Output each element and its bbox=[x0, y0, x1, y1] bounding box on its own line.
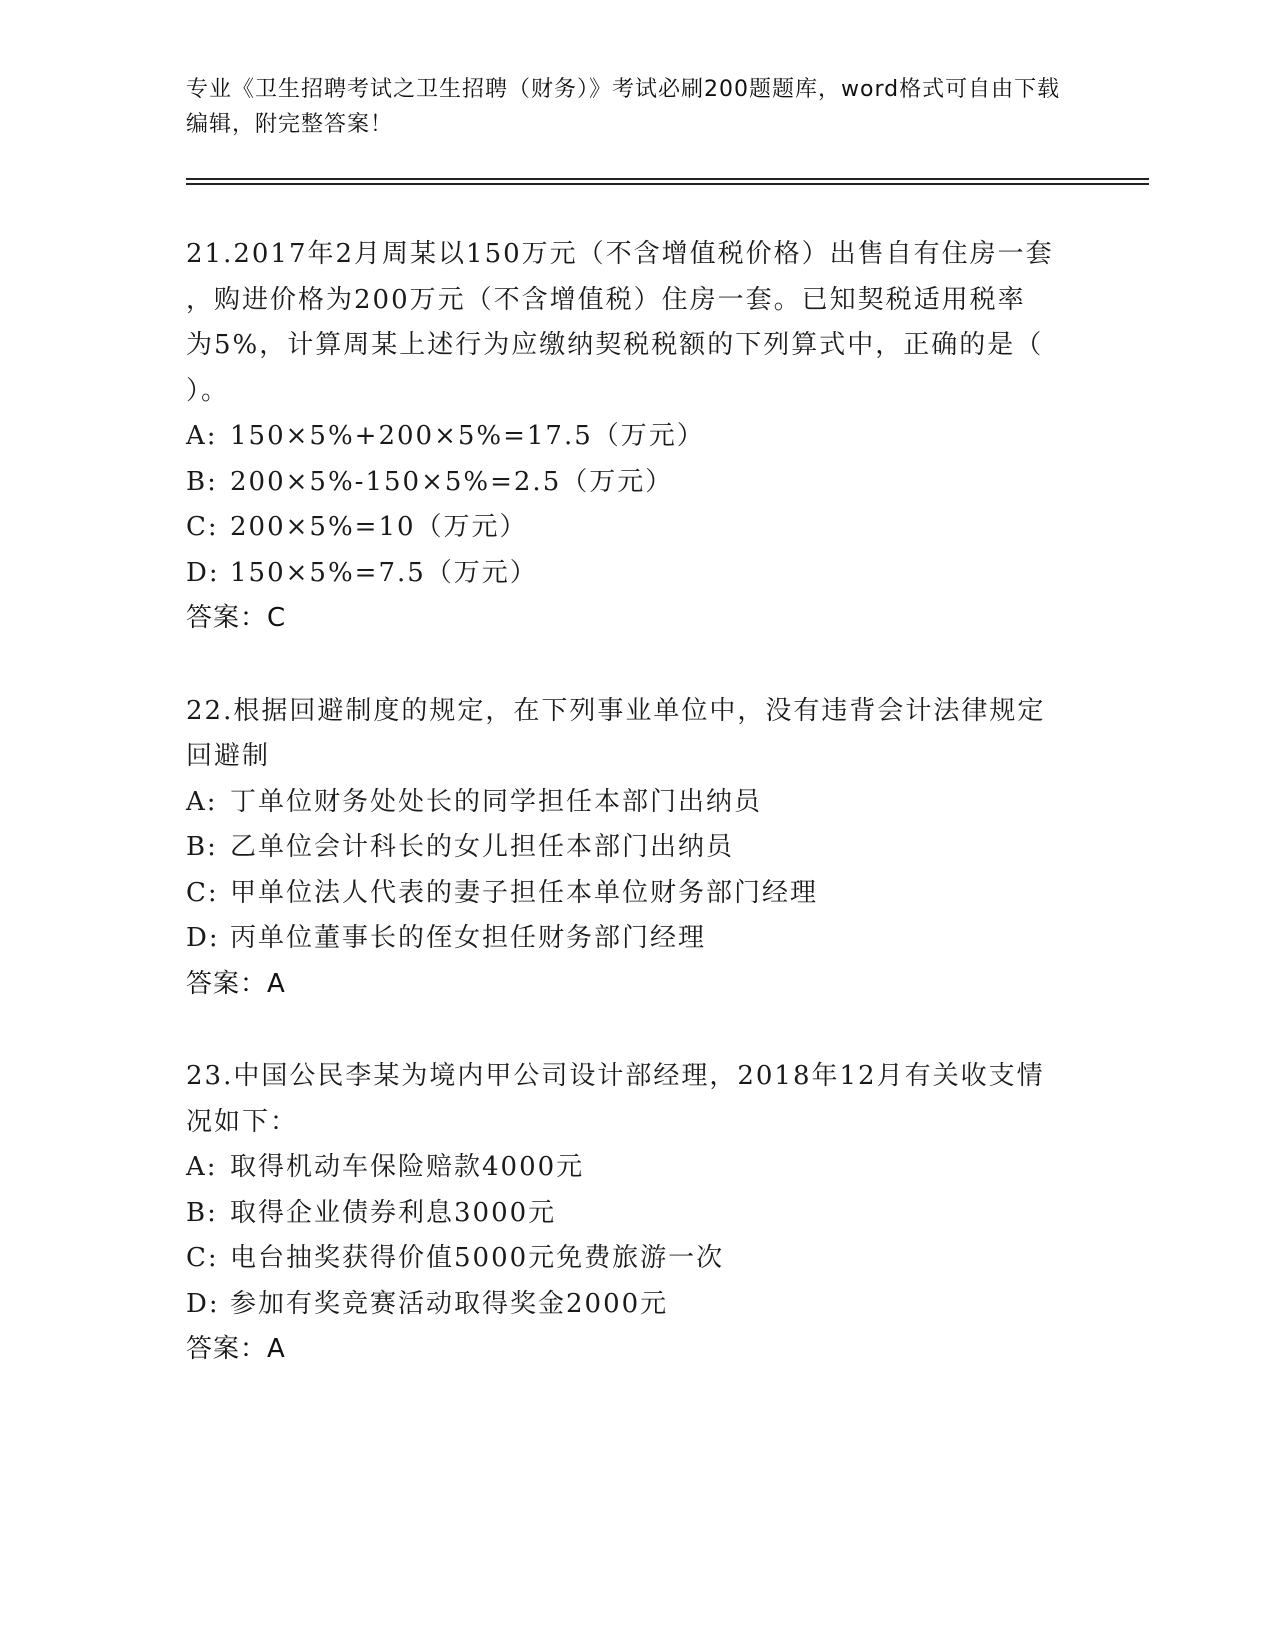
question-21 bbox=[186, 232, 1086, 642]
option-text: 150×5%=7.5（万元） bbox=[230, 557, 538, 588]
option-d bbox=[186, 916, 1086, 962]
option-letter: A: bbox=[186, 1152, 218, 1182]
option-letter: D: bbox=[186, 923, 220, 953]
option-b bbox=[186, 460, 1086, 506]
option-a bbox=[186, 780, 1086, 826]
question-text: 22.根据回避制度的规定，在下列事业单位中，没有违背会计法律规定 回避制 bbox=[186, 695, 1046, 771]
option-letter: B: bbox=[186, 1197, 218, 1228]
header-divider-bottom bbox=[186, 183, 1149, 185]
option-c bbox=[186, 1236, 1086, 1282]
option-a bbox=[186, 414, 1086, 460]
answer-line: 答案：C bbox=[186, 603, 287, 633]
option-letter: C: bbox=[186, 877, 219, 908]
option-letter: D: bbox=[186, 557, 220, 588]
option-letter: A: bbox=[186, 786, 218, 817]
option-letter: D: bbox=[186, 1288, 220, 1319]
option-text: 200×5%-150×5%=2.5（万元） bbox=[230, 466, 674, 497]
option-a bbox=[186, 1145, 1086, 1191]
option-b bbox=[186, 825, 1086, 871]
question-text: 23.中国公民李某为境内甲公司设计部经理，2018年12月有关收支情 况如下： bbox=[186, 1061, 1045, 1137]
option-text: 丁单位财务处处长的同学担任本部门出纳员 bbox=[230, 786, 763, 817]
option-text: 电台抽奖获得价值5000元免费旅游一次 bbox=[230, 1243, 725, 1273]
header-divider-top bbox=[186, 178, 1149, 180]
option-c bbox=[186, 871, 1086, 917]
option-letter: C: bbox=[186, 1243, 219, 1273]
question-list bbox=[186, 232, 1086, 1420]
option-text: 150×5%+200×5%=17.5（万元） bbox=[230, 421, 705, 451]
answer-line: 答案：A bbox=[186, 1334, 286, 1364]
option-d bbox=[186, 551, 1086, 597]
option-text: 丙单位董事长的侄女担任财务部门经理 bbox=[230, 923, 707, 953]
document-header: 专业《卫生招聘考试之卫生招聘（财务）》考试必刷200题题库，word格式可自由下载编辑，附完整答案！ bbox=[186, 77, 1061, 137]
option-text: 乙单位会计科长的女儿担任本部门出纳员 bbox=[230, 832, 735, 862]
question-22 bbox=[186, 689, 1086, 1008]
option-text: 200×5%=10（万元） bbox=[230, 512, 528, 542]
question-23 bbox=[186, 1054, 1086, 1373]
option-text: 取得机动车保险赔款4000元 bbox=[230, 1152, 585, 1182]
option-letter: A: bbox=[186, 421, 218, 451]
option-c bbox=[186, 505, 1086, 551]
option-letter: C: bbox=[186, 512, 219, 542]
option-b bbox=[186, 1191, 1086, 1237]
option-text: 甲单位法人代表的妻子担任本单位财务部门经理 bbox=[230, 877, 819, 908]
question-text: 21.2017年2月周某以150万元（不含增值税价格）出售自有住房一套 ，购进价格为200万元（不含增值税）住房一套。已知契税适用税率 为5%，计算周某上述行为应缴纳契税税额的下列算式中，正确的是（ ）。 bbox=[186, 239, 1054, 406]
option-text: 取得企业债券利息3000元 bbox=[230, 1197, 557, 1228]
option-letter: B: bbox=[186, 832, 218, 862]
option-letter: B: bbox=[186, 466, 218, 497]
option-d bbox=[186, 1282, 1086, 1328]
answer-line: 答案：A bbox=[186, 968, 286, 999]
option-text: 参加有奖竞赛活动取得奖金2000元 bbox=[230, 1288, 669, 1319]
